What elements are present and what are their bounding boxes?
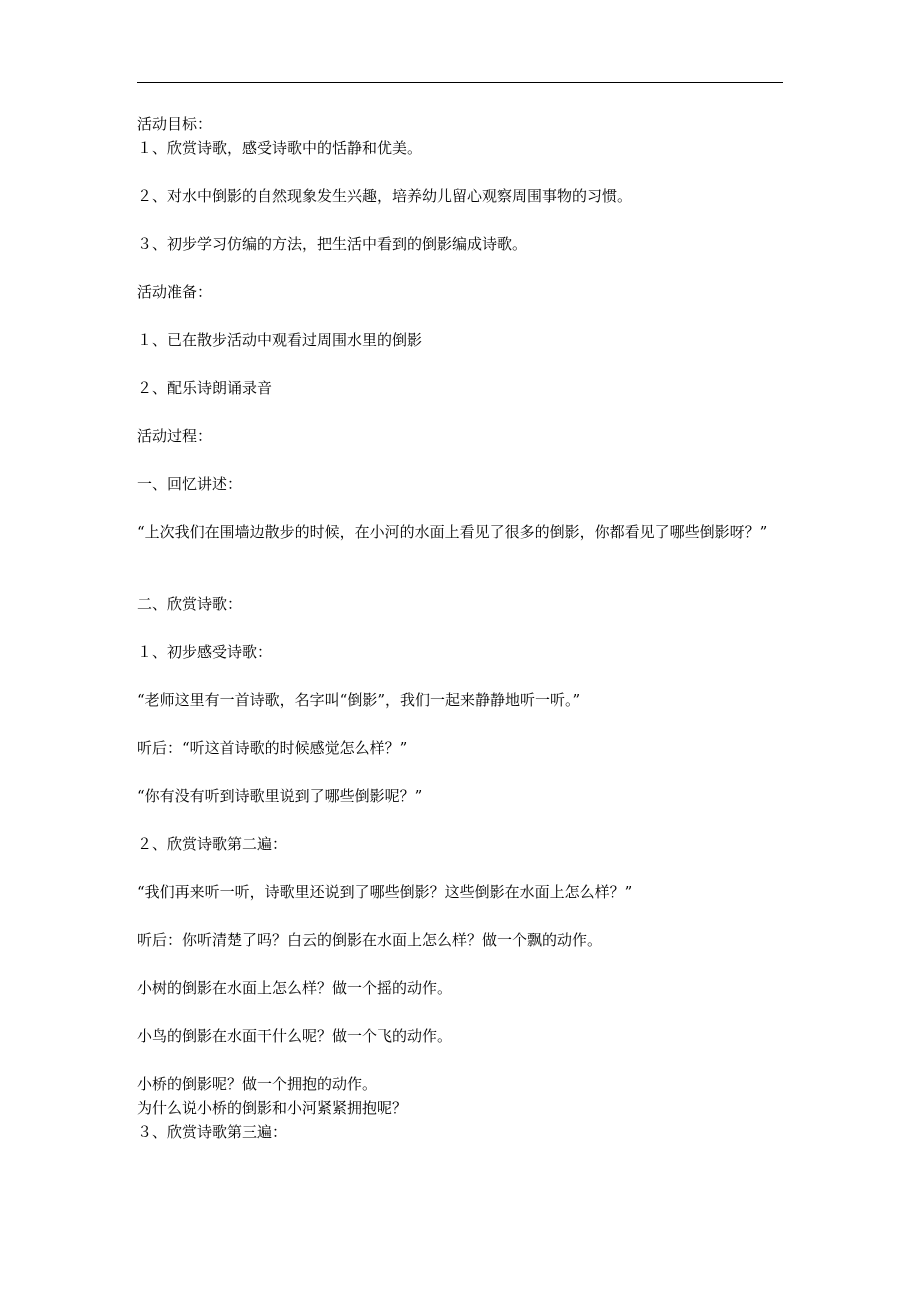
process-step-heading: 二、欣赏诗歌：	[137, 595, 243, 613]
preparation-item: １、已在散步活动中观看过周围水里的倒影	[137, 331, 423, 349]
section-heading-process: 活动过程：	[137, 427, 213, 445]
header-rule	[137, 82, 783, 83]
paragraph: “我们再来听一听，诗歌里还说到了哪些倒影？这些倒影在水面上怎么样？”	[137, 883, 633, 901]
paragraph: “上次我们在围墙边散步的时候，在小河的水面上看见了很多的倒影，你都看见了哪些倒影呀？”	[137, 523, 768, 541]
section-heading-goals: 活动目标：	[137, 115, 213, 133]
substep-heading: １、初步感受诗歌：	[137, 643, 273, 661]
goal-item: ３、初步学习仿编的方法，把生活中看到的倒影编成诗歌。	[137, 235, 528, 253]
substep-heading: ３、欣赏诗歌第三遍：	[137, 1123, 288, 1141]
goal-item: ２、对水中倒影的自然现象发生兴趣，培养幼儿留心观察周围事物的习惯。	[137, 187, 633, 205]
section-heading-preparation: 活动准备：	[137, 283, 213, 301]
paragraph: 小桥的倒影呢？做一个拥抱的动作。	[137, 1075, 378, 1093]
paragraph: “老师这里有一首诗歌，名字叫“倒影”，我们一起来静静地听一听。”	[137, 691, 581, 709]
paragraph: 小树的倒影在水面上怎么样？做一个摇的动作。	[137, 979, 453, 997]
paragraph: 听后：你听清楚了吗？白云的倒影在水面上怎么样？做一个飘的动作。	[137, 931, 603, 949]
goal-item: １、欣赏诗歌，感受诗歌中的恬静和优美。	[137, 139, 423, 157]
substep-heading: ２、欣赏诗歌第二遍：	[137, 835, 288, 853]
paragraph: “你有没有听到诗歌里说到了哪些倒影呢？”	[137, 787, 423, 805]
paragraph: 小鸟的倒影在水面干什么呢？做一个飞的动作。	[137, 1027, 453, 1045]
process-step-heading: 一、回忆讲述：	[137, 475, 243, 493]
preparation-item: ２、配乐诗朗诵录音	[137, 379, 273, 397]
paragraph: 为什么说小桥的倒影和小河紧紧拥抱呢？	[137, 1099, 408, 1117]
paragraph: 听后：“听这首诗歌的时候感觉怎么样？”	[137, 739, 408, 757]
